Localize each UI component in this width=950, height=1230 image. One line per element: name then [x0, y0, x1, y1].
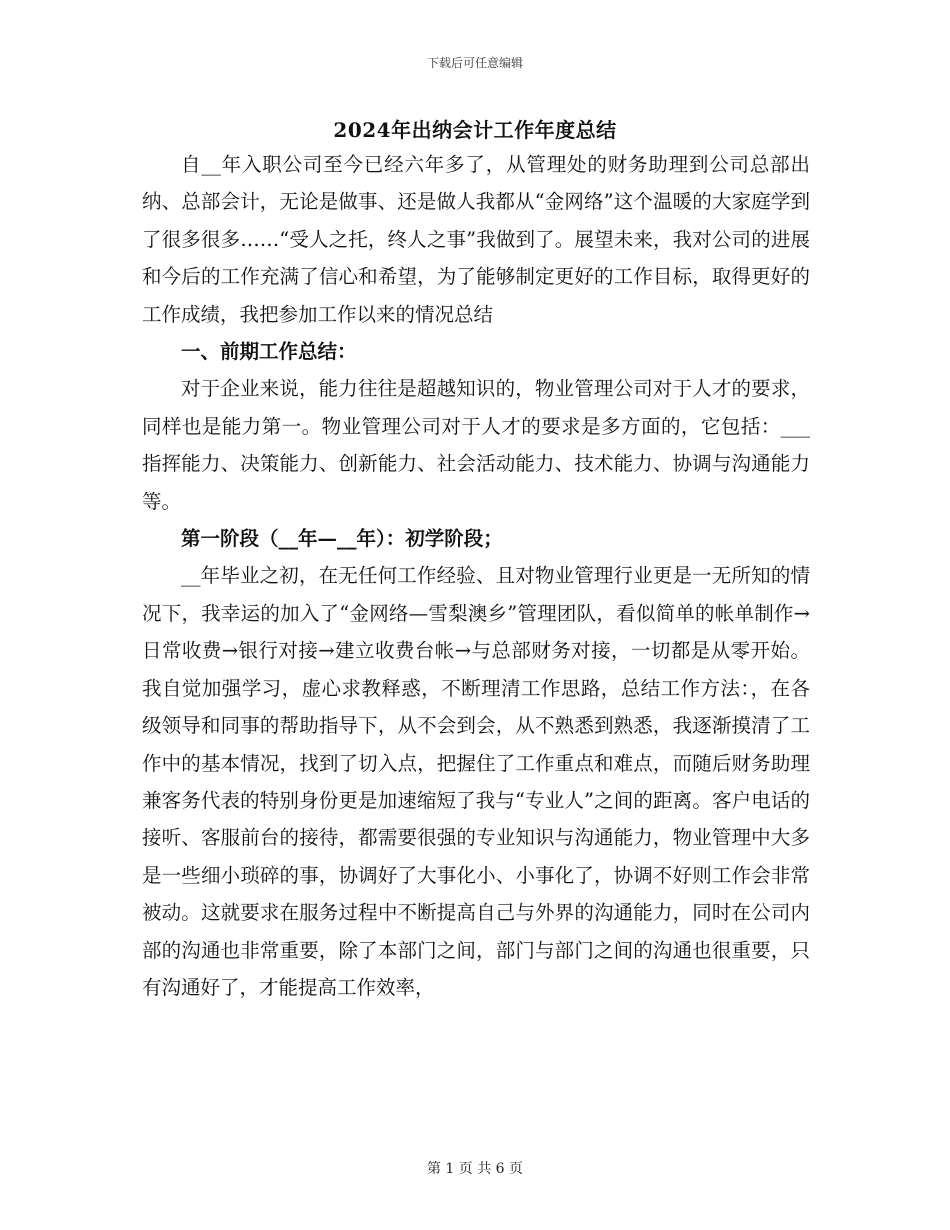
- page-number-footer: 第 1 页 共 6 页: [426, 1161, 524, 1177]
- document-body: [142, 146, 810, 1006]
- page-header-note: 下载后可任意编辑: [426, 56, 523, 70]
- stage-one-heading: 第一阶段（__年—__年）：初学阶段；: [181, 527, 503, 551]
- ability-paragraph: 对于企业来说，能力往往是超越知识的，物业管理公司对于人才的要求，同样也是能力第一。物业管理公司对于人才的要求是多方面的，它包括：___指挥能力、决策能力、创新能力、社会活动能力、技术能力、协调与沟通能力等。: [142, 377, 810, 513]
- intro-paragraph: 自__年入职公司至今已经六年多了，从管理处的财务助理到公司总部出纳、总部会计，无论是做事、还是做人我都从“金网络”这个温暖的大家庭学到了很多很多……“受人之托，终人之事”我做到了。展望未来，我对公司的进展和今后的工作充满了信心和希望，为了能够制定更好的工作目标，取得更好的工作成绩，我把参加工作以来的情况总结: [142, 153, 810, 326]
- stage-one-paragraph: __年毕业之初，在无任何工作经验、且对物业管理行业更是一无所知的情况下，我幸运的加入了“金网络—雪梨澳乡”管理团队，看似简单的帐单制作→日常收费→银行对接→建立收费台帐→与总部财务对接，一切都是从零开始。我自觉加强学习，虚心求教释惑，不断理清工作思路，总结工作方法：，在各级领导和同事的帮助指导下，从不会到会，从不熟悉到熟悉，我逐渐摸清了工作中的基本情况，找到了切入点，把握住了工作重点和难点，而随后财务助理兼客务代表的特别身份更是加速缩短了我与“专业人”之间的距离。客户电话的接听、客服前台的接待，都需要很强的专业知识与沟通能力，物业管理中大多是一些细小琐碎的事，协调好了大事化小、小事化了，协调不好则工作会非常被动。这就要求在服务过程中不断提高自己与外界的沟通能力，同时在公司内部的沟通也非常重要，除了本部门之间，部门与部门之间的沟通也很重要，只有沟通好了，才能提高工作效率，: [142, 564, 810, 999]
- section-heading-review: 一、前期工作总结：: [181, 340, 357, 364]
- document-title: 2024年出纳会计工作年度总结: [333, 118, 617, 142]
